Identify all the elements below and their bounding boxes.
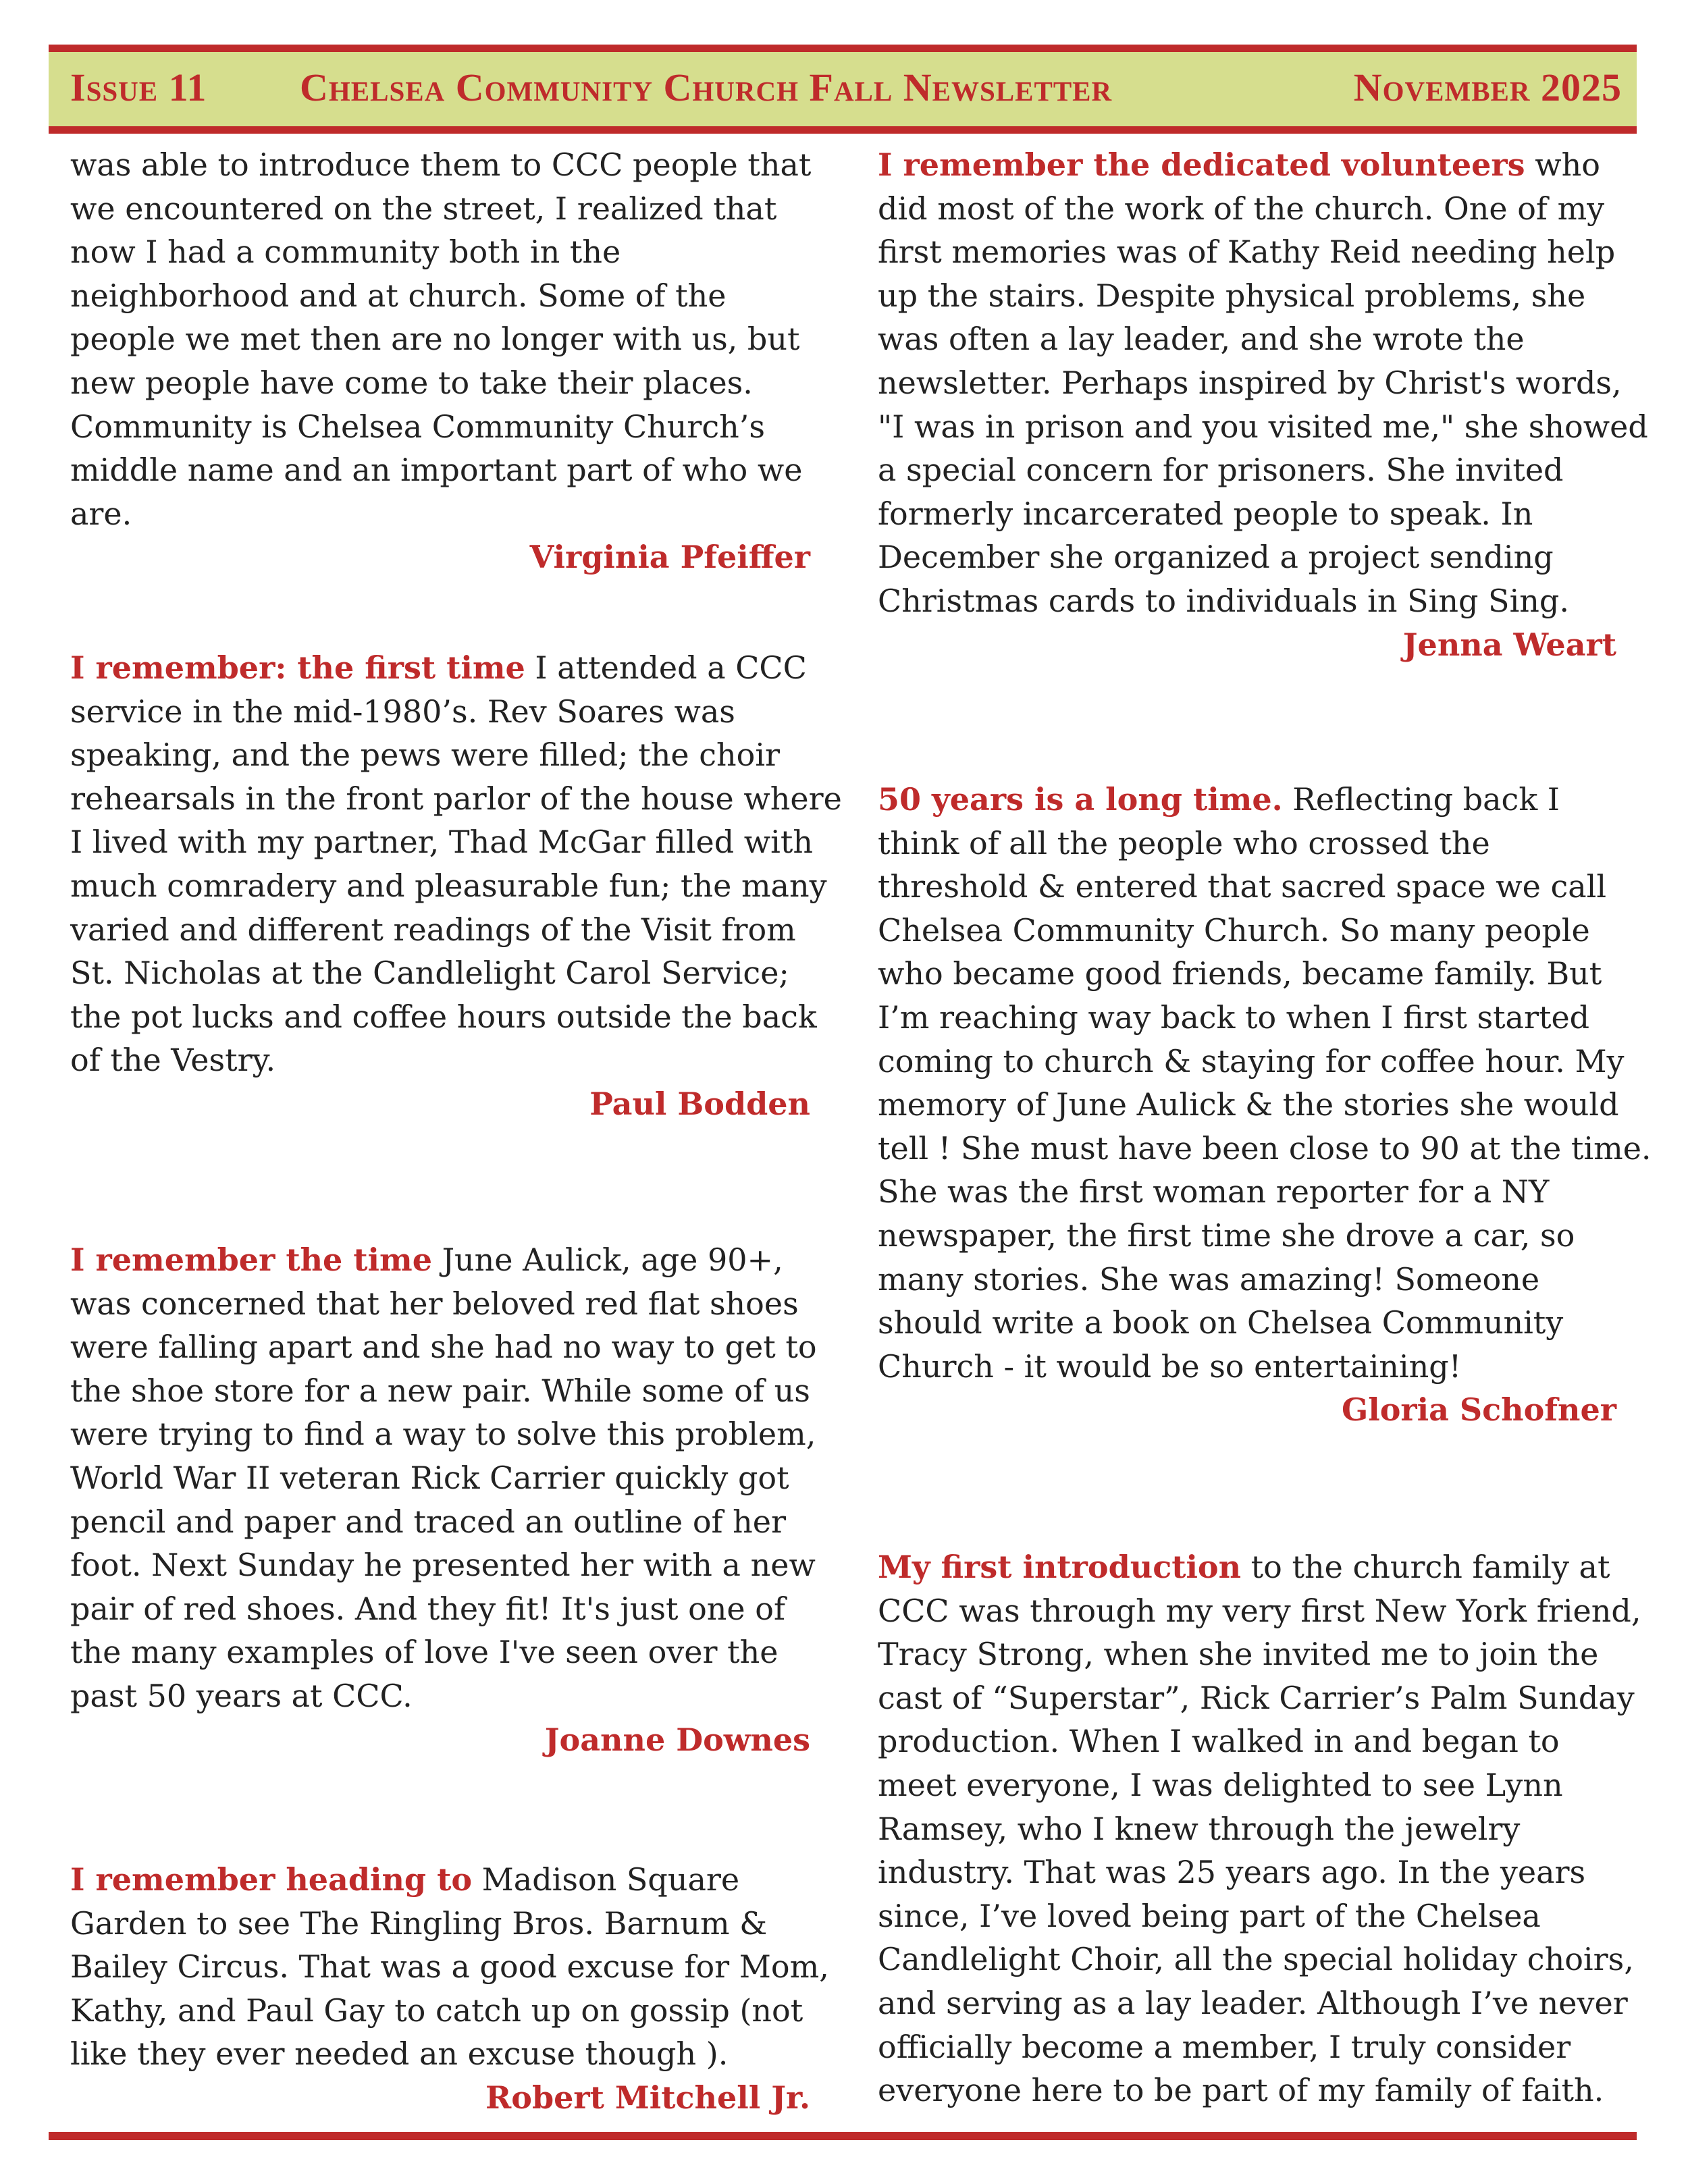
- body-line: CCC was through my very first New York friend,: [878, 1592, 1641, 1629]
- body-line: Christmas cards to individuals in Sing Sing.: [878, 582, 1569, 619]
- body-line: St. Nicholas at the Candlelight Carol Service;: [70, 955, 789, 992]
- body-line: meet everyone, I was delighted to see Lynn: [878, 1766, 1563, 1803]
- body-line: Chelsea Community Church. So many people: [878, 911, 1590, 949]
- story-lead: I remember heading to: [70, 1861, 473, 1898]
- issue-number: Issue 11: [70, 65, 207, 109]
- body-line: was often a lay leader, and she wrote the: [878, 321, 1525, 358]
- right-column-story-1: [878, 143, 1648, 666]
- body-line: production. When I walked in and began to: [878, 1723, 1560, 1760]
- body-line: threshold & entered that sacred space we call: [878, 868, 1607, 905]
- body-text: Madison Square: [472, 1861, 740, 1898]
- body-line: was concerned that her beloved red flat shoes: [70, 1285, 799, 1322]
- footer-rule: [49, 2132, 1637, 2140]
- body-line: varied and different readings of the Visit from: [70, 911, 796, 948]
- body-text: Reflecting back I: [1282, 781, 1560, 818]
- body-line: Church - it would be so entertaining!: [878, 1348, 1462, 1385]
- body-line: many stories. She was amazing! Someone: [878, 1260, 1540, 1298]
- body-line: cast of “Superstar”, Rick Carrier’s Palm Sunday: [878, 1679, 1635, 1716]
- body-line: first memories was of Kathy Reid needing help: [878, 234, 1616, 271]
- right-column-story-2: [878, 778, 1652, 1432]
- body-line: are.: [70, 495, 132, 532]
- body-line: were trying to find a way to solve this problem,: [70, 1416, 816, 1453]
- story-lead: I remember the time: [70, 1242, 432, 1278]
- body-line: I’m reaching way back to when I first started: [878, 998, 1590, 1036]
- story-lead: My first introduction: [878, 1549, 1242, 1585]
- story-lead: 50 years is a long time.: [878, 781, 1283, 818]
- author-signature: Joanne Downes: [544, 1721, 810, 1758]
- body-line: formerly incarcerated people to speak. In: [878, 495, 1533, 532]
- body-line: past 50 years at CCC.: [70, 1677, 413, 1714]
- body-line: everyone here to be part of my family of faith.: [878, 2072, 1604, 2109]
- body-line: Community is Chelsea Community Church’s: [70, 408, 766, 445]
- body-line: "I was in prison and you visited me," she showed: [878, 408, 1648, 445]
- body-line: like they ever needed an excuse though ).: [70, 2035, 729, 2073]
- body-line: should write a book on Chelsea Community: [878, 1304, 1564, 1341]
- author-signature: Paul Bodden: [589, 1085, 810, 1122]
- author-signature: Robert Mitchell Jr.: [485, 2079, 810, 2116]
- body-line: was able to introduce them to CCC people that: [70, 147, 812, 183]
- body-line: World War II veteran Rick Carrier quickly got: [70, 1459, 789, 1496]
- body-line: Garden to see The Ringling Bros. Barnum &: [70, 1905, 768, 1942]
- body-text: who: [1525, 147, 1600, 183]
- body-line: pair of red shoes. And they fit! It's just one of: [70, 1590, 785, 1627]
- left-column-story-2: [70, 1238, 817, 1761]
- body-line: the shoe store for a new pair. While some of us: [70, 1372, 810, 1409]
- author-signature: Jenna Weart: [1402, 626, 1616, 663]
- body-text: June Aulick, age 90+,: [431, 1242, 783, 1278]
- left-column: [70, 143, 810, 579]
- story-lead: I remember: the first time: [70, 649, 525, 686]
- story-first-line: [878, 1545, 1616, 1589]
- body-line: new people have come to take their places.: [70, 364, 753, 401]
- body-line: people we met then are no longer with us, but: [70, 321, 800, 358]
- newsletter-title: Chelsea Community Church Fall Newsletter: [300, 65, 1113, 109]
- body-line: Candlelight Choir, all the special holiday choirs,: [878, 1941, 1634, 1978]
- issue-date: November 2025: [1353, 65, 1622, 109]
- body-line: service in the mid-1980’s. Rev Soares was: [70, 693, 735, 730]
- body-line: up the stairs. Despite physical problems, she: [878, 277, 1586, 314]
- body-line: tell ! She must have been close to 90 at the time.: [878, 1129, 1652, 1167]
- story-first-line: [70, 1858, 810, 1902]
- body-line: She was the first woman reporter for a NY: [878, 1173, 1550, 1210]
- body-line: I lived with my partner, Thad McGar filled with: [70, 824, 813, 861]
- body-line: middle name and an important part of who we: [70, 452, 803, 489]
- body-line: rehearsals in the front parlor of the house where: [70, 780, 842, 817]
- body-line: foot. Next Sunday he presented her with a new: [70, 1547, 816, 1584]
- author-signature: Virginia Pfeiffer: [529, 539, 810, 576]
- body-line: since, I’ve loved being part of the Chelsea: [878, 1897, 1541, 1934]
- body-line: think of all the people who crossed the: [878, 824, 1490, 861]
- body-line: memory of June Aulick & the stories she would: [878, 1086, 1619, 1123]
- body-line: a special concern for prisoners. She invited: [878, 452, 1564, 489]
- body-line: now I had a community both in the: [70, 234, 621, 271]
- right-column-story-3: [878, 1545, 1641, 2112]
- body-line: we encountered on the street, I realized that: [70, 190, 777, 227]
- story-first-line: [70, 646, 810, 690]
- story-first-line: [70, 1238, 810, 1282]
- body-line: newspaper, the first time she drove a car, so: [878, 1217, 1575, 1254]
- body-line: the many examples of love I've seen over the: [70, 1634, 779, 1671]
- left-column-story-3: [70, 1858, 829, 2120]
- left-column-story-1: [70, 646, 842, 1126]
- article-continuation: [70, 143, 810, 579]
- body-line: coming to church & staying for coffee hour. My: [878, 1042, 1625, 1080]
- body-line: Kathy, and Paul Gay to catch up on gossip (not: [70, 1992, 803, 2029]
- body-line: neighborhood and at church. Some of the: [70, 277, 727, 314]
- body-text: I attended a CCC: [525, 649, 807, 686]
- body-line: industry. That was 25 years ago. In the years: [878, 1854, 1586, 1891]
- body-line: newsletter. Perhaps inspired by Christ's words,: [878, 364, 1622, 401]
- story-first-line: [878, 143, 1616, 187]
- body-line: of the Vestry.: [70, 1042, 276, 1079]
- body-line: Bailey Circus. That was a good excuse for Mom,: [70, 1948, 829, 1986]
- header-top-rule: [49, 45, 1637, 52]
- body-line: much comradery and pleasurable fun; the many: [70, 867, 827, 904]
- body-line: who became good friends, became family. But: [878, 955, 1602, 992]
- body-line: speaking, and the pews were filled; the choir: [70, 737, 781, 774]
- story-lead: I remember the dedicated volunteers: [878, 147, 1525, 183]
- body-line: officially become a member, I truly consider: [878, 2028, 1571, 2065]
- body-line: Ramsey, who I knew through the jewelry: [878, 1810, 1521, 1847]
- story-first-line: [878, 778, 1616, 822]
- body-line: and serving as a lay leader. Although I’ve never: [878, 1984, 1628, 2021]
- body-line: Tracy Strong, when she invited me to join the: [878, 1636, 1599, 1673]
- body-line: the pot lucks and coffee hours outside the back: [70, 998, 817, 1035]
- author-signature: Gloria Schofner: [1341, 1391, 1616, 1429]
- body-line: pencil and paper and traced an outline of her: [70, 1503, 786, 1540]
- body-line: did most of the work of the church. One of my: [878, 190, 1605, 227]
- body-text: to the church family at: [1241, 1549, 1610, 1585]
- header-bottom-rule: [49, 126, 1637, 134]
- body-line: December she organized a project sending: [878, 539, 1554, 576]
- body-line: were falling apart and she had no way to get to: [70, 1329, 817, 1366]
